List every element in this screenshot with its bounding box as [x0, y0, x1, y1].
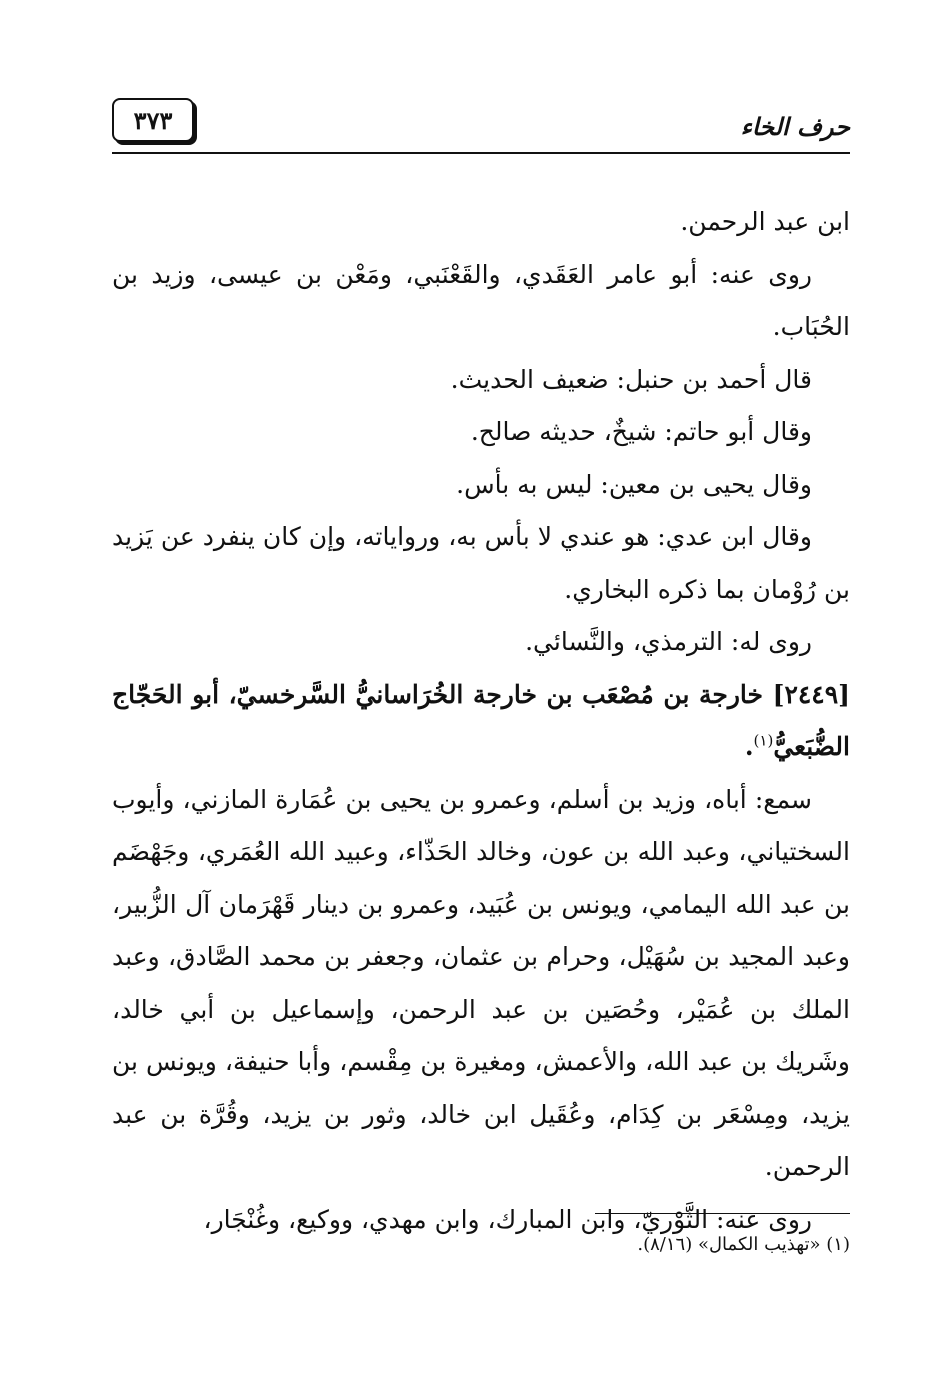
page-number: ٣٧٣: [112, 98, 194, 142]
body-text: [112, 196, 850, 1246]
paragraph-6: وقال ابن عدي: هو عندي لا بأس به، ورواياته، وإن كان ينفرد عن يَزيد بن رُوْمان بما ذكره البخاري.: [112, 522, 850, 604]
footnote-rule: [595, 1213, 850, 1214]
footnote-1: (١) «تهذيب الكمال» (٨/١٦).: [637, 1234, 850, 1255]
paragraph-5: وقال يحيى بن معين: ليس به بأس.: [456, 469, 812, 499]
paragraph-9: روى عنه: الثَّوْريّ، وابن المبارك، وابن مهدي، ووكيع، وغُنْجَار،: [203, 1204, 812, 1234]
entry-heading: [112, 669, 850, 774]
entry-heading-text: [٢٤٤٩] خارجة بن مُصْعَب بن خارجة الخُرَاسانيُّ السَّرخسيّ، أبو الحَجّاج الضُّبَعيُّ: [112, 679, 850, 761]
paragraph-7: روى له: الترمذي، والنَّسائي.: [525, 627, 812, 656]
header-rule: [112, 152, 850, 154]
footnote-marker: (١): [753, 731, 774, 750]
entry-heading-end: .: [744, 732, 754, 761]
running-title: حرف الخاء: [740, 112, 850, 141]
paragraph-1: ابن عبد الرحمن.: [680, 207, 850, 236]
paragraph-3: قال أحمد بن حنبل: ضعيف الحديث.: [450, 364, 812, 394]
paragraph-2: روى عنه: أبو عامر العَقَدي، والقَعْنَبي، ومَعْن بن عيسى، وزيد بن الحُبَاب.: [112, 259, 850, 341]
paragraph-8: سمع: أباه، وزيد بن أسلم، وعمرو بن يحيى بن عُمَارة المازني، وأيوب السختياني، وعبد الله بن عون، وخالد الحَذّاء، وعبيد الله العُمَري، وجَهْضَم بن عبد الله اليمامي، ويونس بن عُبَيد، وعمرو بن دينار قَهْرَمان آل الزُّبير، وعبد المجيد بن سُهَيْل، وحرام بن عثمان، وجعفر بن محمد الصَّادق، وعبد الملك بن عُمَيْر، وحُصَين بن عبد الرحمن، وإسماعيل بن أبي خالد، وشَريك بن عبد الله، والأعمش، ومغيرة بن مِقْسم، وأبا حنيفة، ويونس بن يزيد، ومِسْعَر بن كِدَام، وعُقَيل ابن خالد، وثور بن يزيد، وقُرَّة بن عبد الرحمن.: [112, 784, 850, 1181]
page-header: [112, 98, 850, 158]
paragraph-4: وقال أبو حاتم: شيخٌ، حديثه صالح.: [470, 417, 812, 446]
